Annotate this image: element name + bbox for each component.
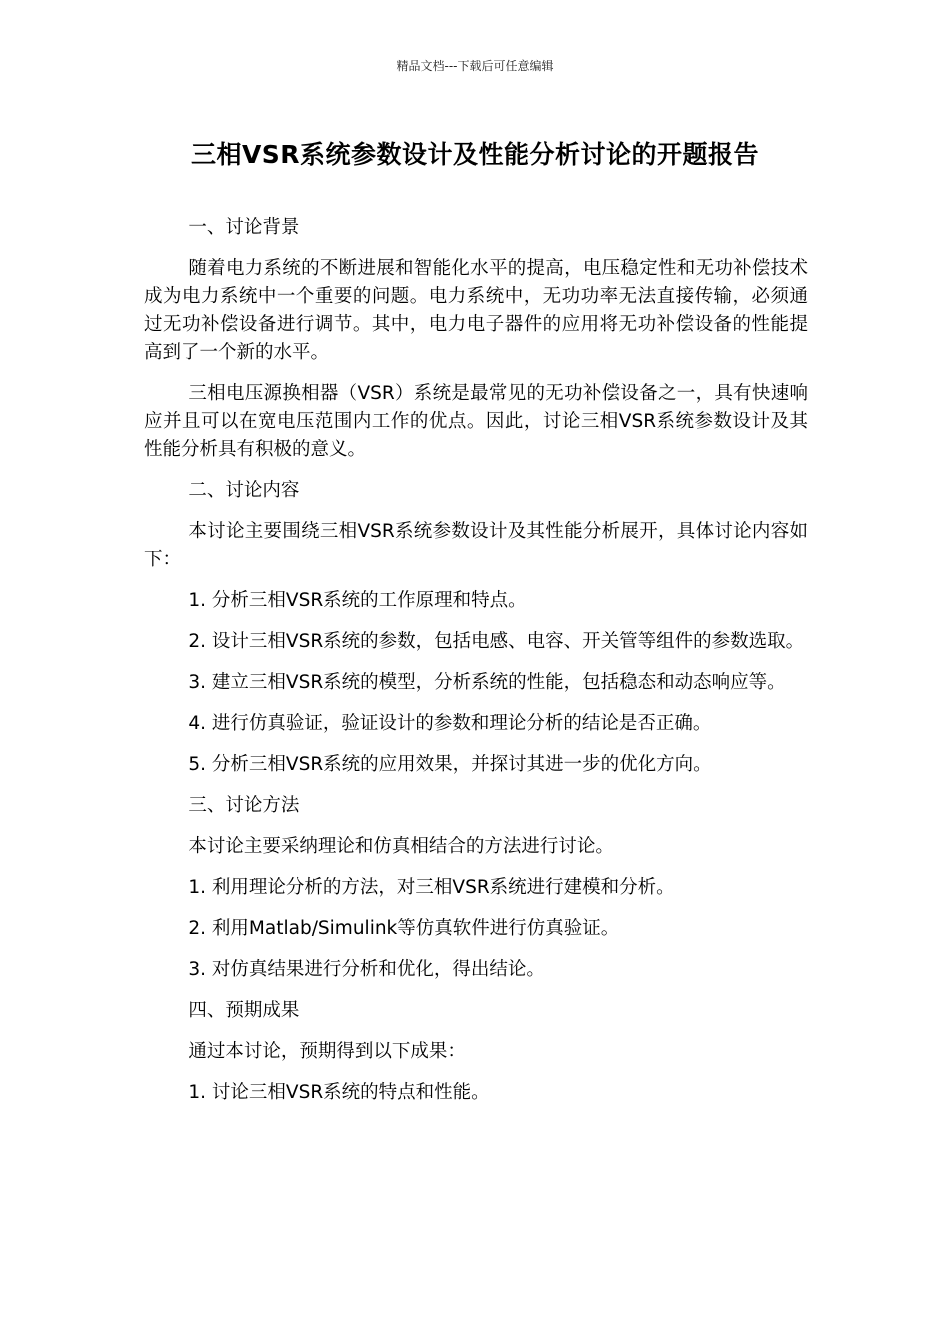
list-item-content-5: 5. 分析三相VSR系统的应用效果，并探讨其进一步的优化方向。 xyxy=(188,754,712,775)
list-item-content-2: 2. 设计三相VSR系统的参数，包括电感、电容、开关管等组件的参数选取。 xyxy=(188,631,805,652)
paragraph-background-1: 随着电力系统的不断进展和智能化水平的提高，电压稳定性和无功补偿技术成为电力系统中一个重要的问题。电力系统中，无功功率无法直接传输，必须通过无功补偿设备进行调节。其中，电力电子器件的应用将无功补偿设备的性能提高到了一个新的水平。 xyxy=(144,258,808,363)
list-item-content-3: 3. 建立三相VSR系统的模型，分析系统的性能，包括稳态和动态响应等。 xyxy=(188,672,786,693)
document-body xyxy=(144,214,808,1120)
list-item-method-1: 1. 利用理论分析的方法，对三相VSR系统进行建模和分析。 xyxy=(188,877,675,898)
paragraph-background-2: 三相电压源换相器（VSR）系统是最常见的无功补偿设备之一，具有快速响应并且可以在宽电压范围内工作的优点。因此，讨论三相VSR系统参数设计及其性能分析具有积极的意义。 xyxy=(144,383,808,460)
paragraph-content-intro: 本讨论主要围绕三相VSR系统参数设计及其性能分析展开，具体讨论内容如下： xyxy=(144,521,808,570)
section-heading-method: 三、讨论方法 xyxy=(188,795,300,816)
list-item-content-4: 4. 进行仿真验证，验证设计的参数和理论分析的结论是否正确。 xyxy=(188,713,712,734)
list-item-results-1: 1. 讨论三相VSR系统的特点和性能。 xyxy=(188,1082,490,1103)
document-title: 三相VSR系统参数设计及性能分析讨论的开题报告 xyxy=(190,140,760,169)
section-heading-results: 四、预期成果 xyxy=(188,1000,300,1021)
list-item-method-2: 2. 利用Matlab/Simulink等仿真软件进行仿真验证。 xyxy=(188,918,620,939)
paragraph-results-intro: 通过本讨论，预期得到以下成果： xyxy=(188,1041,466,1062)
section-heading-background: 一、讨论背景 xyxy=(188,217,300,238)
list-item-content-1: 1. 分析三相VSR系统的工作原理和特点。 xyxy=(188,590,527,611)
header-note: 精品文档---下载后可任意编辑 xyxy=(396,59,554,73)
list-item-method-3: 3. 对仿真结果进行分析和优化，得出结论。 xyxy=(188,959,545,980)
section-heading-content: 二、讨论内容 xyxy=(188,480,300,501)
paragraph-method-intro: 本讨论主要采纳理论和仿真相结合的方法进行讨论。 xyxy=(188,836,614,857)
